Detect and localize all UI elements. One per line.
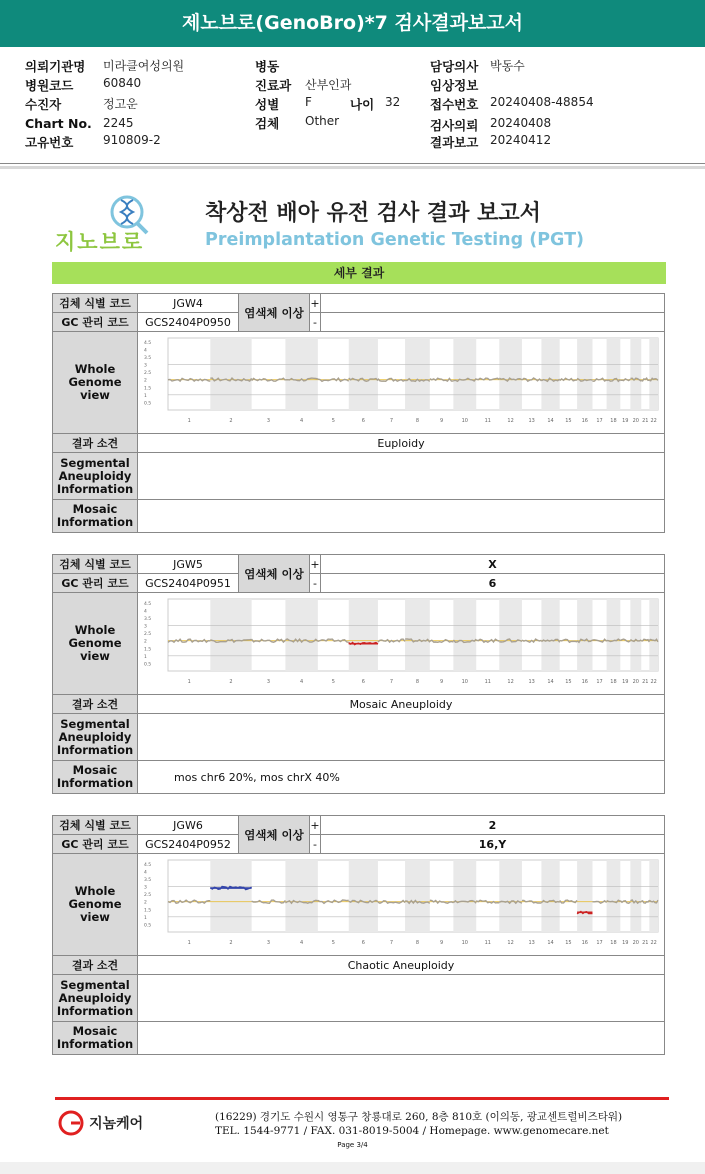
chromosome-band <box>541 599 559 671</box>
mosaic-line-1: Mosaic <box>72 502 118 516</box>
y-tick-label: 0.5 <box>144 401 152 407</box>
chromosome-tick-label: 5 <box>331 679 335 685</box>
segmental-aneuploidy-label <box>53 714 138 761</box>
y-tick-label: 4 <box>144 609 147 615</box>
y-tick-label: 4.5 <box>144 601 152 607</box>
y-tick-label: 1 <box>144 393 147 399</box>
conclusion-value: Chaotic Aneuploidy <box>138 956 665 975</box>
gain-value: 2 <box>321 816 665 835</box>
chromosome-band <box>285 860 317 932</box>
y-tick-label: 2 <box>144 639 147 645</box>
chromosome-tick-label: 14 <box>547 418 554 424</box>
gc-code-label: GC 관리 코드 <box>53 835 138 854</box>
y-tick-label: 1.5 <box>144 647 152 653</box>
ward-label: 병동 <box>255 59 280 74</box>
chromosome-tick-label: 5 <box>331 418 335 424</box>
chromosome-tick-label: 21 <box>642 679 649 685</box>
result-block-1 <box>52 293 665 533</box>
department-label: 진료과 <box>255 78 292 93</box>
chromosome-band <box>649 599 658 671</box>
sex-label: 성별 <box>255 97 280 112</box>
loss-sign: - <box>310 574 321 593</box>
chromosome-tick-label: 7 <box>389 418 394 424</box>
header-divider <box>0 166 705 169</box>
chromosome-tick-label: 22 <box>650 679 657 685</box>
y-tick-label: 2.5 <box>144 893 152 899</box>
chromosome-band <box>349 860 378 932</box>
chromosome-tick-label: 14 <box>547 679 554 685</box>
seg-line-3: Information <box>56 1003 134 1018</box>
whole-genome-view-label <box>53 593 138 695</box>
chromosome-abnormality-label: 염색체 이상 <box>239 816 310 854</box>
mosaic-information-value: mos chr6 20%, mos chrX 40% <box>138 761 665 794</box>
y-tick-label: 2 <box>144 900 147 906</box>
age-value: 32 <box>385 95 401 109</box>
chromosome-band <box>541 338 559 410</box>
chromosome-tick-label: 2 <box>229 679 233 685</box>
whole-genome-plot-cell <box>138 332 665 434</box>
chromosome-band <box>453 338 476 410</box>
y-tick-label: 4 <box>144 348 147 354</box>
seg-line-1: Segmental <box>60 455 130 470</box>
hospital-name-label: 의뢰기관명 <box>25 59 86 74</box>
chart-no-label: Chart No. <box>25 116 92 131</box>
chromosome-band <box>210 599 251 671</box>
chromosome-band <box>541 860 559 932</box>
loss-sign: - <box>310 835 321 854</box>
chromosome-tick-label: 1 <box>187 940 191 946</box>
result-table <box>52 293 665 533</box>
clinical-info-label: 임상정보 <box>430 78 479 93</box>
chromosome-tick-label: 16 <box>581 940 588 946</box>
chromosome-tick-label: 3 <box>266 940 271 946</box>
chromosome-tick-label: 4 <box>300 940 304 946</box>
chromosome-tick-label: 15 <box>565 679 572 685</box>
chromosome-tick-label: 6 <box>361 940 365 946</box>
footer-contact-line: TEL. 1544-9771 / FAX. 031-8019-5004 / Homepage. www.genomecare.net <box>215 1125 609 1137</box>
chromosome-tick-label: 14 <box>547 940 554 946</box>
specimen-code-label: 검체 식별 코드 <box>53 555 138 574</box>
chromosome-tick-label: 15 <box>565 940 572 946</box>
chromosome-tick-label: 22 <box>650 418 657 424</box>
mosaic-line-1: Mosaic <box>72 1024 118 1038</box>
detail-results-banner: 세부 결과 <box>52 262 666 284</box>
mosaic-information-label <box>53 1022 138 1055</box>
hospital-code-label: 병원코드 <box>25 78 74 93</box>
conclusion-label: 결과 소견 <box>53 956 138 975</box>
whole-genome-plot <box>138 593 665 691</box>
receipt-no-label: 접수번호 <box>430 97 479 112</box>
chromosome-band <box>630 860 641 932</box>
chromosome-band <box>405 599 430 671</box>
segmental-aneuploidy-value <box>138 714 665 761</box>
chromosome-abnormality-label: 염색체 이상 <box>239 294 310 332</box>
chromosome-band <box>499 338 522 410</box>
y-tick-label: 3.5 <box>144 877 152 883</box>
y-tick-label: 3.5 <box>144 616 152 622</box>
chromosome-tick-label: 8 <box>415 679 420 685</box>
wgv-line-1: Whole <box>74 362 116 376</box>
chromosome-tick-label: 16 <box>581 418 588 424</box>
chromosome-tick-label: 1 <box>187 679 191 685</box>
whole-genome-view-label <box>53 854 138 956</box>
chromosome-tick-label: 17 <box>596 940 603 946</box>
unique-id-label: 고유번호 <box>25 135 74 150</box>
chromosome-tick-label: 7 <box>389 679 394 685</box>
chromosome-band <box>349 599 378 671</box>
logo-text: 지노브로 <box>55 230 145 254</box>
segmental-aneuploidy-label <box>53 453 138 500</box>
loss-value: 6 <box>321 574 665 593</box>
segmental-aneuploidy-value <box>138 453 665 500</box>
chromosome-tick-label: 22 <box>650 940 657 946</box>
gc-code-label: GC 관리 코드 <box>53 574 138 593</box>
report-title-english: Preimplantation Genetic Testing (PGT) <box>205 230 585 250</box>
chromosome-tick-label: 4 <box>300 679 304 685</box>
wgv-line-2: Genome <box>68 636 122 650</box>
chromosome-band <box>630 338 641 410</box>
chromosome-tick-label: 17 <box>596 679 603 685</box>
whole-genome-plot-cell <box>138 593 665 695</box>
conclusion-label: 결과 소견 <box>53 695 138 714</box>
segmental-aneuploidy-value <box>138 975 665 1022</box>
seg-line-3: Information <box>56 742 134 757</box>
result-block-3 <box>52 815 665 1055</box>
chromosome-tick-label: 12 <box>507 940 514 946</box>
genomecare-company-name: 지놈케어 <box>89 1116 144 1132</box>
genomecare-logo <box>58 1110 143 1136</box>
result-block-2 <box>52 554 665 794</box>
seg-line-1: Segmental <box>60 977 130 992</box>
mosaic-line-1: Mosaic <box>72 763 118 777</box>
doctor-label: 담당의사 <box>430 59 479 74</box>
specimen-code-value: JGW6 <box>138 816 239 835</box>
chromosome-tick-label: 10 <box>461 418 468 424</box>
doctor-value: 박동수 <box>490 59 525 73</box>
mosaic-information-label <box>53 761 138 794</box>
page-number: Page 3/4 <box>337 1141 368 1149</box>
receipt-no-value: 20240408-48854 <box>490 95 594 109</box>
chromosome-tick-label: 13 <box>528 418 535 424</box>
y-tick-label: 1 <box>144 915 147 921</box>
patient-label: 수진자 <box>25 97 62 112</box>
y-tick-label: 4.5 <box>144 862 152 868</box>
hospital-code-value: 60840 <box>103 76 142 90</box>
chromosome-tick-label: 6 <box>361 679 365 685</box>
specimen-code-label: 검체 식별 코드 <box>53 294 138 313</box>
wgv-line-1: Whole <box>74 623 116 637</box>
seg-line-2: Aneuploidy <box>58 468 132 483</box>
y-tick-label: 4.5 <box>144 340 152 346</box>
chromosome-band <box>607 338 621 410</box>
specimen-code-value: JGW4 <box>138 294 239 313</box>
chromosome-tick-label: 3 <box>266 679 271 685</box>
report-top-title: 제노브로(GenoBro)*7 검사결과보고서 <box>0 0 705 47</box>
chromosome-tick-label: 9 <box>439 679 444 685</box>
chromosome-band <box>349 338 378 410</box>
chromosome-tick-label: 11 <box>484 940 491 946</box>
chromosome-tick-label: 6 <box>361 418 365 424</box>
gain-value <box>321 294 665 313</box>
mosaic-information-label <box>53 500 138 533</box>
chart-no-value: 2245 <box>103 116 134 130</box>
chromosome-tick-label: 8 <box>415 940 420 946</box>
gain-sign: + <box>310 294 321 313</box>
chromosome-tick-label: 19 <box>622 679 629 685</box>
mosaic-line-2: Information <box>56 776 134 790</box>
chromosome-tick-label: 1 <box>187 418 191 424</box>
chromosome-band <box>499 599 522 671</box>
chromosome-tick-label: 18 <box>610 418 617 424</box>
chromosome-band <box>405 860 430 932</box>
chromosome-band <box>649 338 658 410</box>
report-title-korean: 착상전 배아 유전 검사 결과 보고서 <box>205 201 541 226</box>
whole-genome-plot <box>138 854 665 952</box>
chromosome-tick-label: 19 <box>622 940 629 946</box>
chromosome-tick-label: 18 <box>610 940 617 946</box>
chromosome-tick-label: 9 <box>439 418 444 424</box>
chromosome-tick-label: 2 <box>229 418 233 424</box>
request-date-value: 20240408 <box>490 116 552 130</box>
loss-value: 16,Y <box>321 835 665 854</box>
y-tick-label: 4 <box>144 870 147 876</box>
chromosome-band <box>577 338 592 410</box>
chromosome-tick-label: 8 <box>415 418 420 424</box>
wgv-line-3: view <box>80 388 110 402</box>
y-tick-label: 0.5 <box>144 662 152 668</box>
report-date-value: 20240412 <box>490 133 552 147</box>
chromosome-tick-label: 21 <box>642 940 649 946</box>
chromosome-tick-label: 5 <box>331 940 335 946</box>
chromosome-tick-label: 19 <box>622 418 629 424</box>
y-tick-label: 2.5 <box>144 632 152 638</box>
footer-address <box>215 1110 622 1138</box>
patient-info-header <box>0 47 705 164</box>
segmental-aneuploidy-label <box>53 975 138 1022</box>
chromosome-tick-label: 21 <box>642 418 649 424</box>
result-table <box>52 815 665 1055</box>
chromosome-band <box>607 860 621 932</box>
footer-address-line: (16229) 경기도 수원시 영통구 창룡대로 260, 8층 810호 (이의동, 광교센트럴비즈타워) <box>215 1111 623 1123</box>
gain-sign: + <box>310 555 321 574</box>
y-tick-label: 3 <box>144 885 147 891</box>
y-tick-label: 1 <box>144 654 147 660</box>
seg-line-1: Segmental <box>60 716 130 731</box>
chromosome-tick-label: 10 <box>461 940 468 946</box>
gain-sign: + <box>310 816 321 835</box>
sex-value: F <box>305 95 312 109</box>
seg-line-3: Information <box>56 481 134 496</box>
wgv-line-2: Genome <box>68 897 122 911</box>
chromosome-band <box>210 860 251 932</box>
seg-line-2: Aneuploidy <box>58 990 132 1005</box>
chromosome-band <box>453 599 476 671</box>
chromosome-band <box>577 860 592 932</box>
y-tick-label: 2.5 <box>144 371 152 377</box>
specimen-code-value: JGW5 <box>138 555 239 574</box>
gain-value: X <box>321 555 665 574</box>
wgv-line-1: Whole <box>74 884 116 898</box>
chromosome-tick-label: 9 <box>439 940 444 946</box>
chromosome-tick-label: 20 <box>632 418 640 424</box>
specimen-value: Other <box>305 114 340 128</box>
conclusion-label: 결과 소견 <box>53 434 138 453</box>
y-tick-label: 1.5 <box>144 908 152 914</box>
chromosome-tick-label: 11 <box>484 679 491 685</box>
unique-id-value: 910809-2 <box>103 133 161 147</box>
specimen-label: 검체 <box>255 116 280 131</box>
chromosome-tick-label: 12 <box>507 679 514 685</box>
gc-code-value: GCS2404P0950 <box>138 313 239 332</box>
gc-code-value: GCS2404P0951 <box>138 574 239 593</box>
chromosome-band <box>649 860 658 932</box>
chromosome-band <box>405 338 430 410</box>
mosaic-information-value <box>138 1022 665 1055</box>
mosaic-line-2: Information <box>56 515 134 529</box>
y-tick-label: 3 <box>144 363 147 369</box>
chromosome-band <box>210 338 251 410</box>
footer-divider <box>55 1097 669 1100</box>
wgv-line-3: view <box>80 649 110 663</box>
loss-sign: - <box>310 313 321 332</box>
chromosome-tick-label: 3 <box>266 418 271 424</box>
chromosome-tick-label: 10 <box>461 679 468 685</box>
chromosome-band <box>285 338 317 410</box>
conclusion-value: Euploidy <box>138 434 665 453</box>
chromosome-band <box>285 599 317 671</box>
department-value: 산부인과 <box>305 78 352 92</box>
chromosome-tick-label: 4 <box>300 418 304 424</box>
chromosome-tick-label: 15 <box>565 418 572 424</box>
chromosome-abnormality-label: 염색체 이상 <box>239 555 310 593</box>
chromosome-band <box>453 860 476 932</box>
chromosome-band <box>630 599 641 671</box>
wgv-line-3: view <box>80 910 110 924</box>
chromosome-tick-label: 20 <box>632 679 640 685</box>
chromosome-tick-label: 17 <box>596 418 603 424</box>
whole-genome-plot <box>138 332 665 430</box>
gc-code-label: GC 관리 코드 <box>53 313 138 332</box>
chromosome-tick-label: 7 <box>389 940 394 946</box>
chromosome-tick-label: 11 <box>484 418 491 424</box>
y-tick-label: 2 <box>144 378 147 384</box>
age-label: 나이 <box>350 97 375 112</box>
gc-code-value: GCS2404P0952 <box>138 835 239 854</box>
y-tick-label: 3 <box>144 624 147 630</box>
loss-value <box>321 313 665 332</box>
chromosome-tick-label: 20 <box>632 940 640 946</box>
chromosome-band <box>499 860 522 932</box>
hospital-name-value: 미라클여성의원 <box>103 59 185 73</box>
result-table <box>52 554 665 794</box>
chromosome-tick-label: 18 <box>610 679 617 685</box>
chromosome-band <box>607 599 621 671</box>
mosaic-information-value <box>138 500 665 533</box>
chromosome-tick-label: 13 <box>528 940 535 946</box>
genomecare-logo-icon <box>58 1110 84 1136</box>
chromosome-tick-label: 12 <box>507 418 514 424</box>
chromosome-tick-label: 2 <box>229 940 233 946</box>
chromosome-tick-label: 13 <box>528 679 535 685</box>
conclusion-value: Mosaic Aneuploidy <box>138 695 665 714</box>
y-tick-label: 0.5 <box>144 923 152 929</box>
whole-genome-plot-cell <box>138 854 665 956</box>
y-tick-label: 3.5 <box>144 355 152 361</box>
wgv-line-2: Genome <box>68 375 122 389</box>
specimen-code-label: 검체 식별 코드 <box>53 816 138 835</box>
patient-value: 정고운 <box>103 97 138 111</box>
seg-line-2: Aneuploidy <box>58 729 132 744</box>
whole-genome-view-label <box>53 332 138 434</box>
chromosome-band <box>577 599 592 671</box>
request-date-label: 검사의뢰 <box>430 118 479 133</box>
chromosome-tick-label: 16 <box>581 679 588 685</box>
mosaic-line-2: Information <box>56 1037 134 1051</box>
y-tick-label: 1.5 <box>144 386 152 392</box>
report-date-label: 결과보고 <box>430 135 479 150</box>
